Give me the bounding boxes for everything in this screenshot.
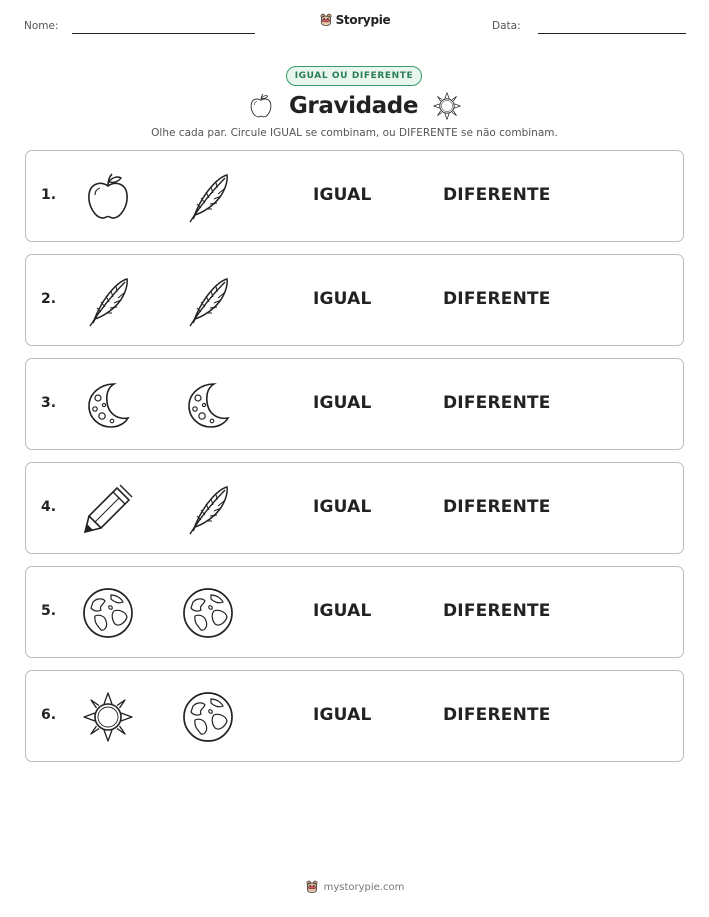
row-number: 2. [41,291,57,307]
date-label: Data: [492,20,521,32]
earth-icon [181,586,235,640]
apple-icon [81,170,135,224]
option-diferente[interactable]: DIFERENTE [443,705,551,725]
instructions: Olhe cada par. Circule IGUAL se combinam, ou DIFERENTE se não combinam. [151,127,558,139]
row-5 [25,566,684,658]
option-igual[interactable]: IGUAL [313,705,372,725]
date-line[interactable] [538,33,686,34]
page-title: Gravidade [288,93,419,119]
name-label: Nome: [24,20,59,32]
row-3 [25,358,684,450]
row-number: 6. [41,707,57,723]
row-number: 1. [41,187,57,203]
name-line[interactable] [72,33,255,34]
earth-icon [181,690,235,744]
row-4 [25,462,684,554]
worksheet-type-badge: IGUAL OU DIFERENTE [286,66,422,86]
storypie-logo-icon [305,880,319,894]
brand-text: Storypie [335,13,391,27]
option-igual[interactable]: IGUAL [313,289,372,309]
title-row [0,91,709,121]
earth-icon [81,586,135,640]
row-6 [25,670,684,762]
row-1 [25,150,684,242]
option-diferente[interactable]: DIFERENTE [443,289,551,309]
option-diferente[interactable]: DIFERENTE [443,601,551,621]
option-igual[interactable]: IGUAL [313,185,372,205]
feather-icon [81,274,135,328]
moon-icon [181,378,235,432]
sun-icon [432,91,462,121]
feather-icon [181,274,235,328]
feather-icon [181,482,235,536]
option-igual[interactable]: IGUAL [313,497,372,517]
option-diferente[interactable]: DIFERENTE [443,185,551,205]
moon-icon [81,378,135,432]
footer-url[interactable]: mystorypie.com [323,881,405,893]
row-2 [25,254,684,346]
apple-icon [247,92,275,120]
footer [0,880,709,894]
row-number: 4. [41,499,57,515]
pencil-icon [81,482,135,536]
sun-icon [81,690,135,744]
option-igual[interactable]: IGUAL [313,393,372,413]
option-diferente[interactable]: DIFERENTE [443,393,551,413]
option-diferente[interactable]: DIFERENTE [443,497,551,517]
storypie-logo-icon [319,13,333,27]
row-number: 3. [41,395,57,411]
option-igual[interactable]: IGUAL [313,601,372,621]
brand [0,13,709,27]
row-number: 5. [41,603,57,619]
feather-icon [181,170,235,224]
